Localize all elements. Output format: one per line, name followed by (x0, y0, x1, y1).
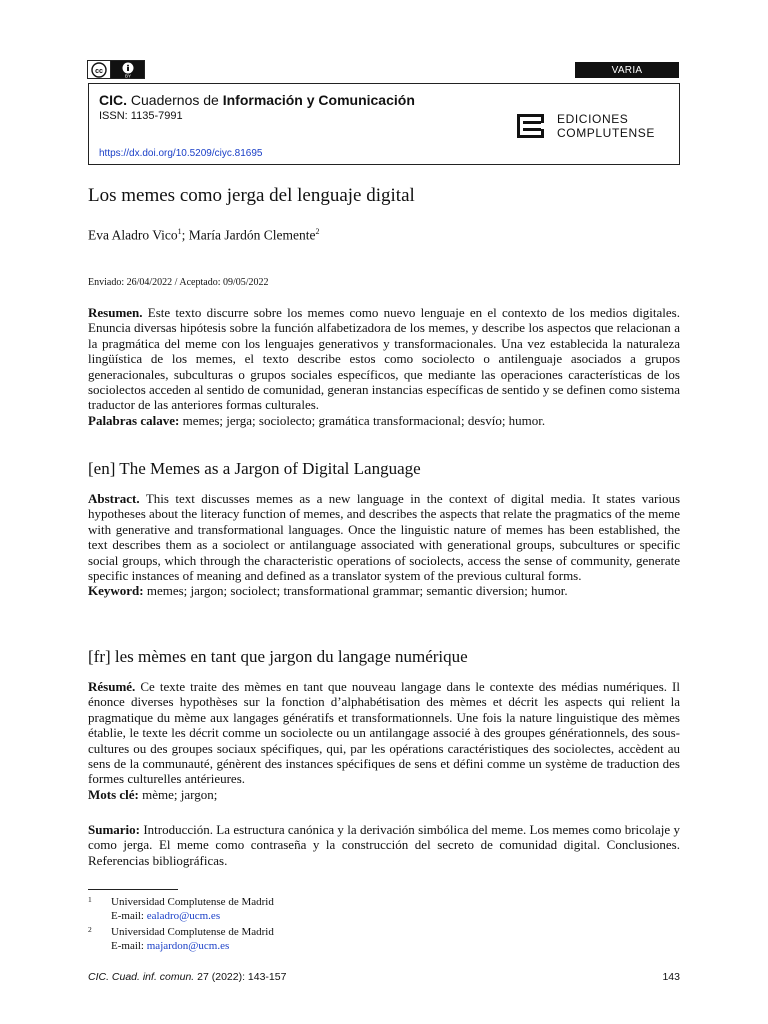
cc-by-license-badge (87, 60, 145, 79)
abstract-fr-heading: [fr] les mèmes en tant que jargon du langage numérique (88, 647, 468, 666)
attribution-icon (111, 61, 144, 78)
abstract-es-text: Este texto discurre sobre los memes como nuevo lenguaje en el contexto de los medios digitales. Enuncia diversas hipótesis sobre la función alfabetizadora de los memes, y describe los aspectos que relacionan a la pragmática del meme con los lenguajes generativos y transformacionales. Una vez establecida la naturaleza lingüística de los memes, el texto describe estos como sociolecto o antilenguaje asociados a grupos generacionales, subculturas o grupos sociales específicos, que mediante las operaciones características de los sociolectos acceden al sentido de comunidad, generan instancias específicas de sentido y se definen como sistema traductor de las anteriores formas culturales. (88, 305, 681, 413)
journal-info-box (88, 83, 680, 165)
abstract-es (88, 305, 680, 428)
abstract-es-label: Resumen. (88, 305, 143, 320)
author-1: Eva Aladro Vico (88, 227, 178, 243)
ediciones-complutense-logo-icon (517, 114, 547, 138)
keywords-es-label: Palabras calave: (88, 412, 180, 428)
footnote-1-number: 1 (88, 895, 92, 904)
submission-dates: Enviado: 26/04/2022 / Aceptado: 09/05/2022 (88, 277, 269, 288)
creative-commons-icon (88, 61, 111, 78)
keywords-fr-label: Mots clé: (88, 786, 139, 802)
summary (88, 822, 680, 868)
footnote-1-affiliation: Universidad Complutense de Madrid (111, 896, 274, 908)
footnote-2-email-label: E-mail: (111, 940, 147, 952)
abstract-fr (88, 679, 680, 802)
summary-text: Introducción. La estructura canónica y la derivación simbólica del meme. Los memes como bricolaje y como jerga. El meme como contraseña y la construcción del secreto de comunidad digital. Conclusiones. Referencias bibliográficas. (88, 822, 680, 868)
summary-label: Sumario: (88, 822, 140, 837)
license-badge-label: BY (124, 73, 131, 78)
citation-volume: 27 (2022): 143-157 (194, 971, 287, 983)
journal-title (99, 92, 415, 108)
issn: ISSN: 1135-7991 (99, 110, 183, 122)
keywords-en-text: memes; jargon; sociolect; transformational grammar; semantic diversion; humor. (143, 583, 568, 599)
author-2-footnote-mark[interactable]: 2 (315, 227, 320, 236)
journal-abbr: CIC. (99, 92, 127, 108)
citation-footer (88, 971, 286, 983)
keywords-es-text: memes; jerga; sociolecto; gramática transformacional; desvío; humor. (179, 412, 546, 428)
abstract-en (88, 491, 680, 599)
keywords-en-label: Keyword: (88, 583, 144, 599)
abstract-fr-label: Résumé. (88, 679, 136, 694)
footnote-1-email-link[interactable]: ealadro@ucm.es (146, 910, 221, 922)
keywords-fr-text: mème; jargon; (138, 786, 218, 802)
footnote-2-affiliation: Universidad Complutense de Madrid (111, 926, 274, 938)
svg-text:cc: cc (95, 67, 103, 75)
citation-journal: CIC. Cuad. inf. comun. (88, 971, 195, 983)
abstract-fr-text: Ce texte traite des mèmes en tant que nouveau langage dans le contexte des médias numériques. Il énonce diverses hypothèses sur la fonction d’alphabétisation des mèmes et décrit les aspects qui relient la pragmatique du mème aux langages génératifs et transformationnels. Une fois la nature linguistique des mèmes établie, le texte les décrit comme un sociolecte ou un antilangage associé à des groupes générationnels, des sous-cultures ou des groupes sociaux spécifiques, qui, par les opérations caractéristiques des sociolectes, accèdent au sens de la communauté, génèrent des instances spécifiques de sens et défini comme un système de traduction des formes culturelles antérieures. (88, 679, 680, 787)
footnote-1-email-label: E-mail: (111, 910, 147, 922)
doi-link[interactable]: https://dx.doi.org/10.5209/ciyc.81695 (99, 148, 263, 159)
journal-name-prefix: Cuadernos de (127, 92, 223, 108)
journal-name-bold: Información y Comunicación (222, 92, 415, 108)
footnote-divider (88, 889, 178, 890)
author-1-footnote-mark[interactable]: 1 (177, 227, 182, 236)
abstract-en-heading: [en] The Memes as a Jargon of Digital Language (88, 459, 421, 478)
publisher-name (557, 112, 655, 140)
page-number: 143 (662, 971, 680, 983)
article-title: Los memes como jerga del lenguaje digital (88, 185, 415, 206)
footnote-2-number: 2 (88, 925, 92, 934)
authors (88, 227, 320, 244)
section-label: VARIA (575, 62, 679, 78)
abstract-en-label: Abstract. (88, 491, 140, 506)
footnote-2-email-link[interactable]: majardon@ucm.es (146, 940, 230, 952)
abstract-en-text: This text discusses memes as a new language in the context of digital media. It states various hypotheses about the literacy function of memes, and describes the aspects that relate the pragmatics of the meme with generative and transformational languages. Once the linguistic nature of memes has been established, the text describes them as a sociolect or antilanguage associated with generational groups, subcultures or specific social groups, which through the characteristic operations of sociolects, access the sense of community, generate specific instances of meaning and defined as a translator system of the previous cultural forms. (88, 491, 680, 584)
publisher-line-2: COMPLUTENSE (557, 126, 655, 140)
author-2: ; María Jardón Clemente (181, 227, 316, 243)
publisher-line-1: EDICIONES (557, 112, 629, 126)
